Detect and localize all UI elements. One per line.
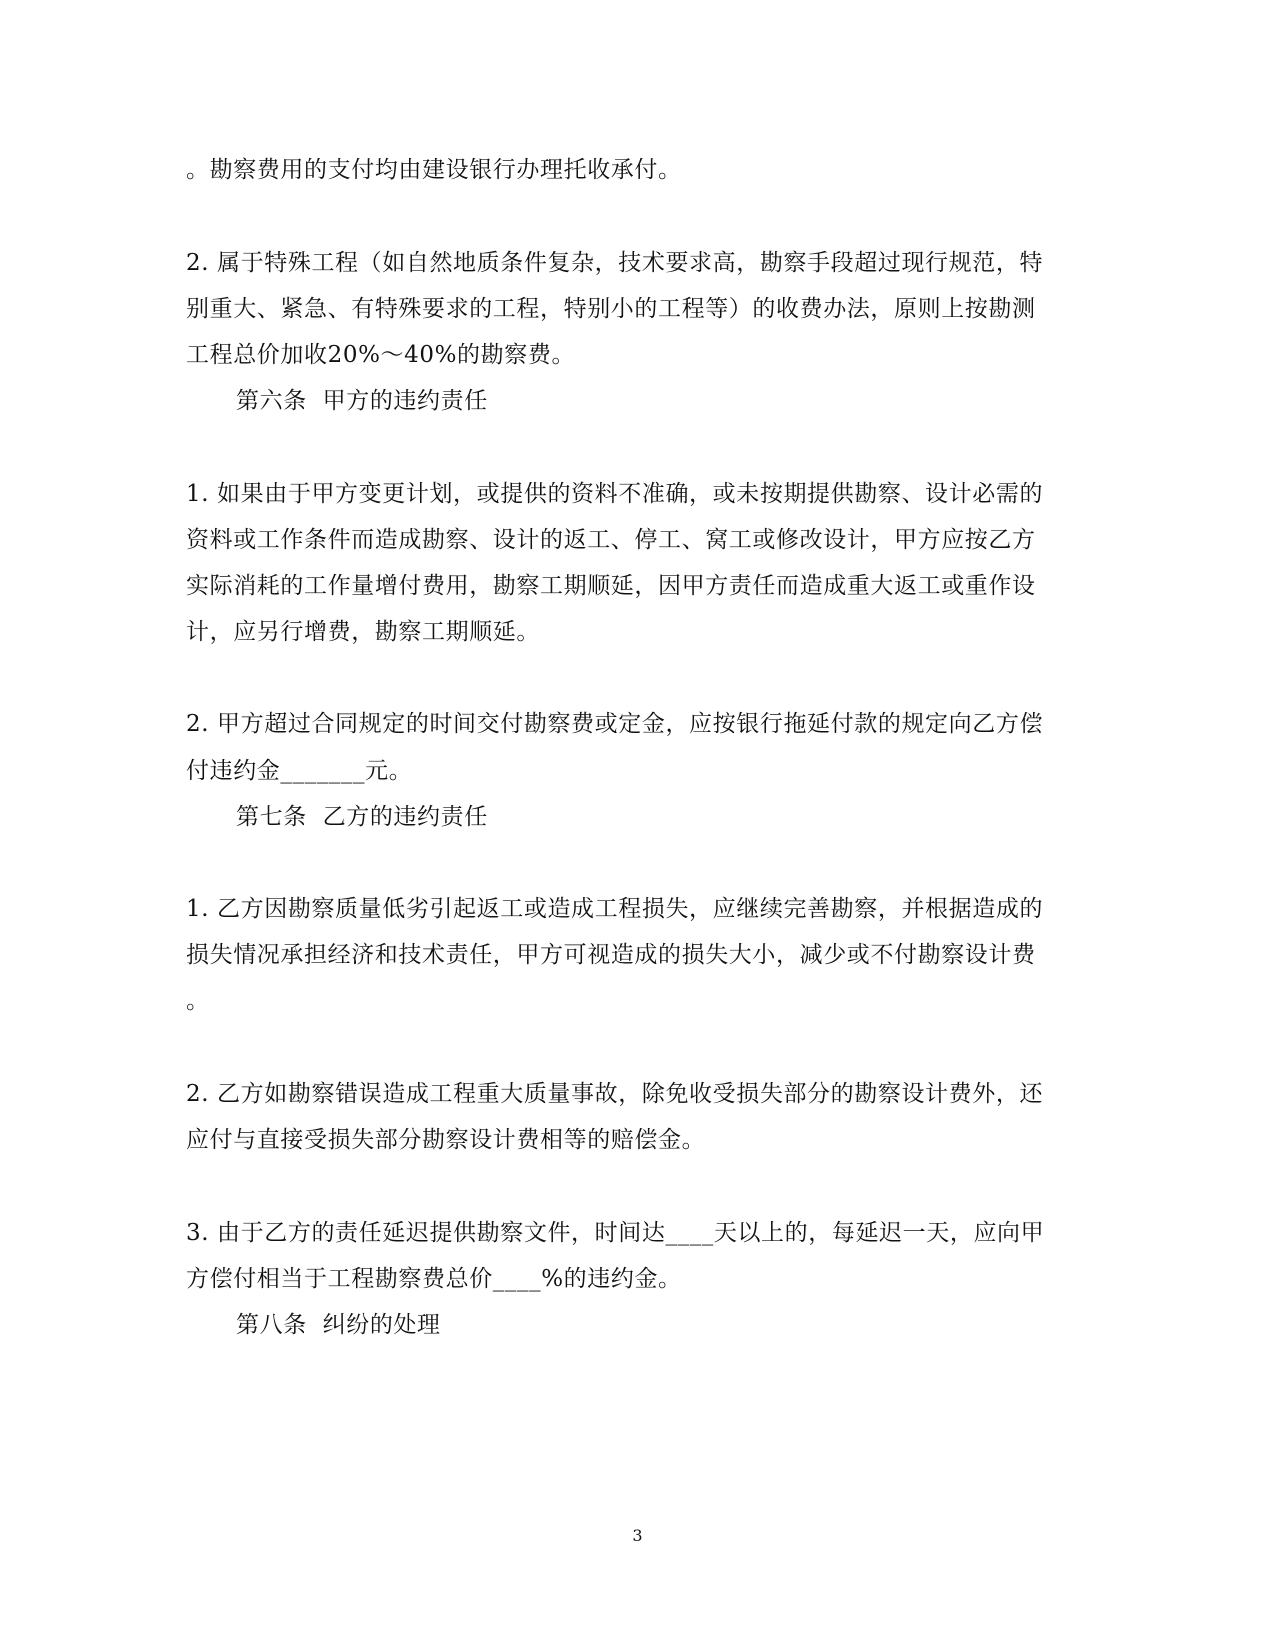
article-heading: 第七条 乙方的违约责任 — [236, 804, 488, 830]
paragraph-line: 工程总价加收20%～40%的勘察费。 — [186, 342, 576, 368]
paragraph-line: 方偿付相当于工程勘察费总价____%的违约金。 — [186, 1266, 682, 1292]
article-heading: 第六条 甲方的违约责任 — [236, 388, 488, 414]
paragraph-line: 实际消耗的工作量增付费用，勘察工期顺延，因甲方责任而造成重大返工或重作设 — [186, 573, 1036, 599]
paragraph-line: 3. 由于乙方的责任延迟提供勘察文件，时间达____天以上的，每延迟一天，应向甲 — [186, 1220, 1045, 1246]
paragraph-line: 计，应另行增费，勘察工期顺延。 — [186, 619, 540, 645]
paragraph-line: 。勘察费用的支付均由建设银行办理托收承付。 — [186, 157, 682, 183]
paragraph-line: 1. 乙方因勘察质量低劣引起返工或造成工程损失，应继续完善勘察，并根据造成的 — [186, 896, 1044, 922]
paragraph-line: 2. 属于特殊工程（如自然地质条件复杂，技术要求高，勘察手段超过现行规范，特 — [186, 250, 1044, 276]
paragraph-line: 资料或工作条件而造成勘察、设计的返工、停工、窝工或修改设计，甲方应按乙方 — [186, 527, 1036, 553]
paragraph-line: 。 — [186, 988, 210, 1014]
paragraph-line: 应付与直接受损失部分勘察设计费相等的赔偿金。 — [186, 1127, 706, 1153]
paragraph-line: 2. 乙方如勘察错误造成工程重大质量事故，除免收受损失部分的勘察设计费外，还 — [186, 1081, 1044, 1107]
page-number: 3 — [632, 1526, 643, 1545]
paragraph-line: 损失情况承担经济和技术责任，甲方可视造成的损失大小，减少或不付勘察设计费 — [186, 942, 1036, 968]
paragraph-line: 付违约金_______元。 — [186, 758, 413, 784]
article-heading: 第八条 纠纷的处理 — [236, 1312, 441, 1338]
paragraph-line: 别重大、紧急、有特殊要求的工程，特别小的工程等）的收费办法，原则上按勘测 — [186, 296, 1036, 322]
paragraph-line: 1. 如果由于甲方变更计划，或提供的资料不准确，或未按期提供勘察、设计必需的 — [186, 481, 1044, 507]
paragraph-line: 2. 甲方超过合同规定的时间交付勘察费或定金，应按银行拖延付款的规定向乙方偿 — [186, 711, 1044, 737]
